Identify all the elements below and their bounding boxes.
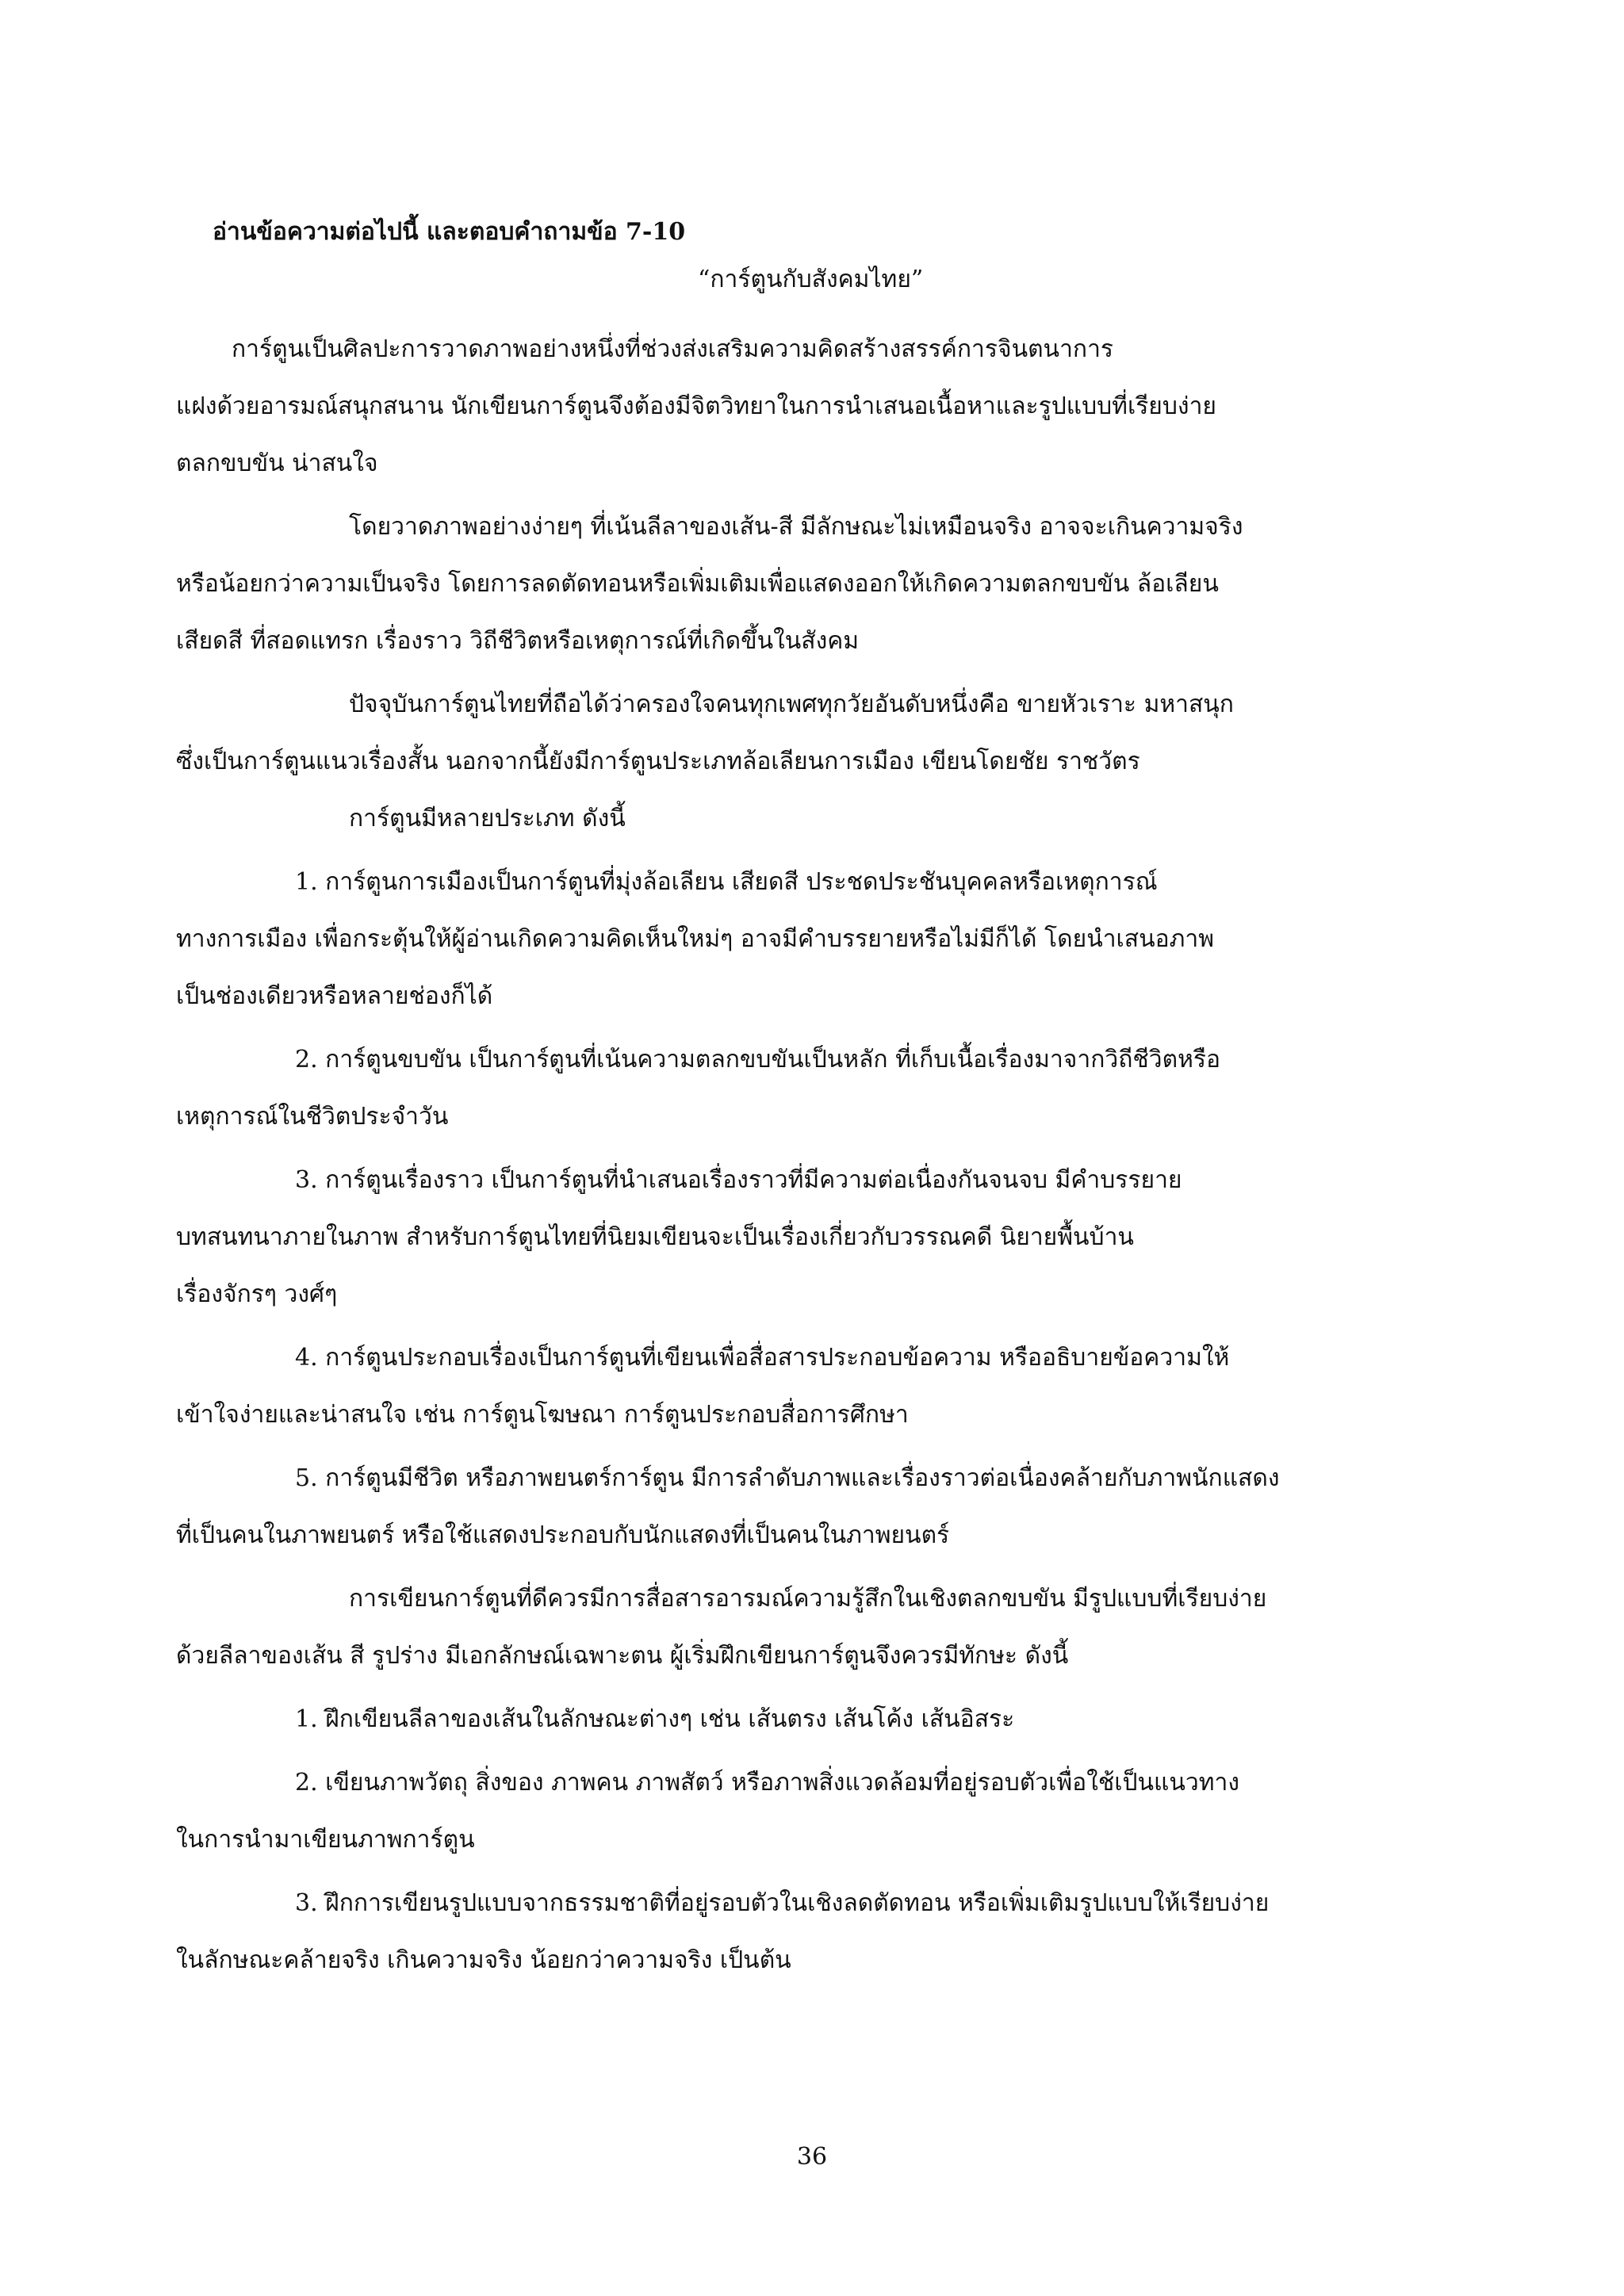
article-title: “การ์ตูนกับสังคมไทย” bbox=[698, 266, 924, 293]
text-line: เข้าใจง่ายและน่าสนใจ เช่น การ์ตูนโฆษณา การ์ตูนประกอบสื่อการศึกษา bbox=[176, 1401, 909, 1429]
text-line: ซึ่งเป็นการ์ตูนแนวเรื่องสั้น นอกจากนี้ยังมีการ์ตูนประเภทล้อเลียนการเมือง เขียนโดยชัย ราชวัตร bbox=[176, 748, 1140, 775]
list-item-line: 1. ฝึกเขียนลีลาของเส้นในลักษณะต่างๆ เช่น เส้นตรง เส้นโค้ง เส้นอิสระ bbox=[295, 1705, 1015, 1733]
text-line: การ์ตูนมีหลายประเภท ดังนี้ bbox=[349, 805, 626, 832]
list-item-line: 3. ฝึกการเขียนรูปแบบจากธรรมชาติที่อยู่รอบตัวในเชิงลดตัดทอน หรือเพิ่มเติมรูปแบบให้เรียบง่าย bbox=[295, 1889, 1270, 1917]
text-line: ทางการเมือง เพื่อกระตุ้นให้ผู้อ่านเกิดความคิดเห็นใหม่ๆ อาจมีคำบรรยายหรือไม่มีก็ได้ โดยนำเสนอภาพ bbox=[176, 925, 1215, 953]
text-line: การ์ตูนเป็นศิลปะการวาดภาพอย่างหนึ่งที่ช่วงส่งเสริมความคิดสร้างสรรค์การจินตนาการ bbox=[232, 335, 1114, 363]
text-line: หรือน้อยกว่าความเป็นจริง โดยการลดตัดทอนหรือเพิ่มเติมเพื่อแสดงออกให้เกิดความตลกขบขัน ล้อเลียน bbox=[176, 570, 1219, 598]
text-line: เสียดสี ที่สอดแทรก เรื่องราว วิถีชีวิตหรือเหตุการณ์ที่เกิดขึ้นในสังคม bbox=[176, 627, 860, 655]
list-item-line: 4. การ์ตูนประกอบเรื่องเป็นการ์ตูนที่เขียนเพื่อสื่อสารประกอบข้อความ หรืออธิบายข้อความให้ bbox=[295, 1344, 1230, 1372]
text-line: ปัจจุบันการ์ตูนไทยที่ถือได้ว่าครองใจคนทุกเพศทุกวัยอันดับหนึ่งคือ ขายหัวเราะ มหาสนุก bbox=[349, 691, 1234, 718]
list-item-line: 3. การ์ตูนเรื่องราว เป็นการ์ตูนที่นำเสนอเรื่องราวที่มีความต่อเนื่องกันจนจบ มีคำบรรยาย bbox=[295, 1166, 1182, 1194]
text-line: ตลกขบขัน น่าสนใจ bbox=[176, 450, 378, 477]
text-line: เรื่องจักรๆ วงศ์ๆ bbox=[176, 1280, 338, 1308]
page-number: 36 bbox=[796, 2143, 828, 2171]
text-line: เหตุการณ์ในชีวิตประจำวัน bbox=[176, 1103, 449, 1131]
text-line: เป็นช่องเดียวหรือหลายช่องก็ได้ bbox=[176, 982, 493, 1010]
text-line: การเขียนการ์ตูนที่ดีควรมีการสื่อสารอารมณ์ความรู้สึกในเชิงตลกขบขัน มีรูปแบบที่เรียบง่าย bbox=[349, 1585, 1267, 1613]
text-line: บทสนทนาภายในภาพ สำหรับการ์ตูนไทยที่นิยมเขียนจะเป็นเรื่องเกี่ยวกับวรรณคดี นิยายพื้นบ้าน bbox=[176, 1223, 1134, 1251]
list-item-line: 1. การ์ตูนการเมืองเป็นการ์ตูนที่มุ่งล้อเลียน เสียดสี ประชดประชันบุคคลหรือเหตุการณ์ bbox=[295, 868, 1158, 896]
list-item-line: 2. การ์ตูนขบขัน เป็นการ์ตูนที่เน้นความตลกขบขันเป็นหลัก ที่เก็บเนื้อเรื่องมาจากวิถีชีวิตหรือ bbox=[295, 1046, 1220, 1073]
text-line: ด้วยลีลาของเส้น สี รูปร่าง มีเอกลักษณ์เฉพาะตน ผู้เริ่มฝึกเขียนการ์ตูนจึงควรมีทักษะ ดังนี้ bbox=[176, 1642, 1069, 1670]
text-line: แฝงด้วยอารมณ์สนุกสนาน นักเขียนการ์ตูนจึงต้องมีจิตวิทยาในการนำเสนอเนื้อหาและรูปแบบที่เรียบง่าย bbox=[176, 392, 1217, 420]
instruction-heading: อ่านข้อความต่อไปนี้ และตอบคำถามข้อ 7-10 bbox=[213, 218, 686, 246]
list-item-line: 5. การ์ตูนมีชีวิต หรือภาพยนตร์การ์ตูน มีการลำดับภาพและเรื่องราวต่อเนื่องคล้ายกับภาพนักแสดง bbox=[295, 1464, 1280, 1492]
text-line: ในลักษณะคล้ายจริง เกินความจริง น้อยกว่าความจริง เป็นต้น bbox=[176, 1946, 791, 1974]
text-line: ในการนำมาเขียนภาพการ์ตูน bbox=[176, 1826, 475, 1854]
list-item-line: 2. เขียนภาพวัตถุ สิ่งของ ภาพคน ภาพสัตว์ หรือภาพสิ่งแวดล้อมที่อยู่รอบตัวเพื่อใช้เป็นแนวทาง bbox=[295, 1769, 1239, 1797]
text-line: โดยวาดภาพอย่างง่ายๆ ที่เน้นลีลาของเส้น-สี มีลักษณะไม่เหมือนจริง อาจจะเกินความจริง bbox=[349, 513, 1243, 541]
text-line: ที่เป็นคนในภาพยนตร์ หรือใช้แสดงประกอบกับนักแสดงที่เป็นคนในภาพยนตร์ bbox=[176, 1521, 950, 1549]
